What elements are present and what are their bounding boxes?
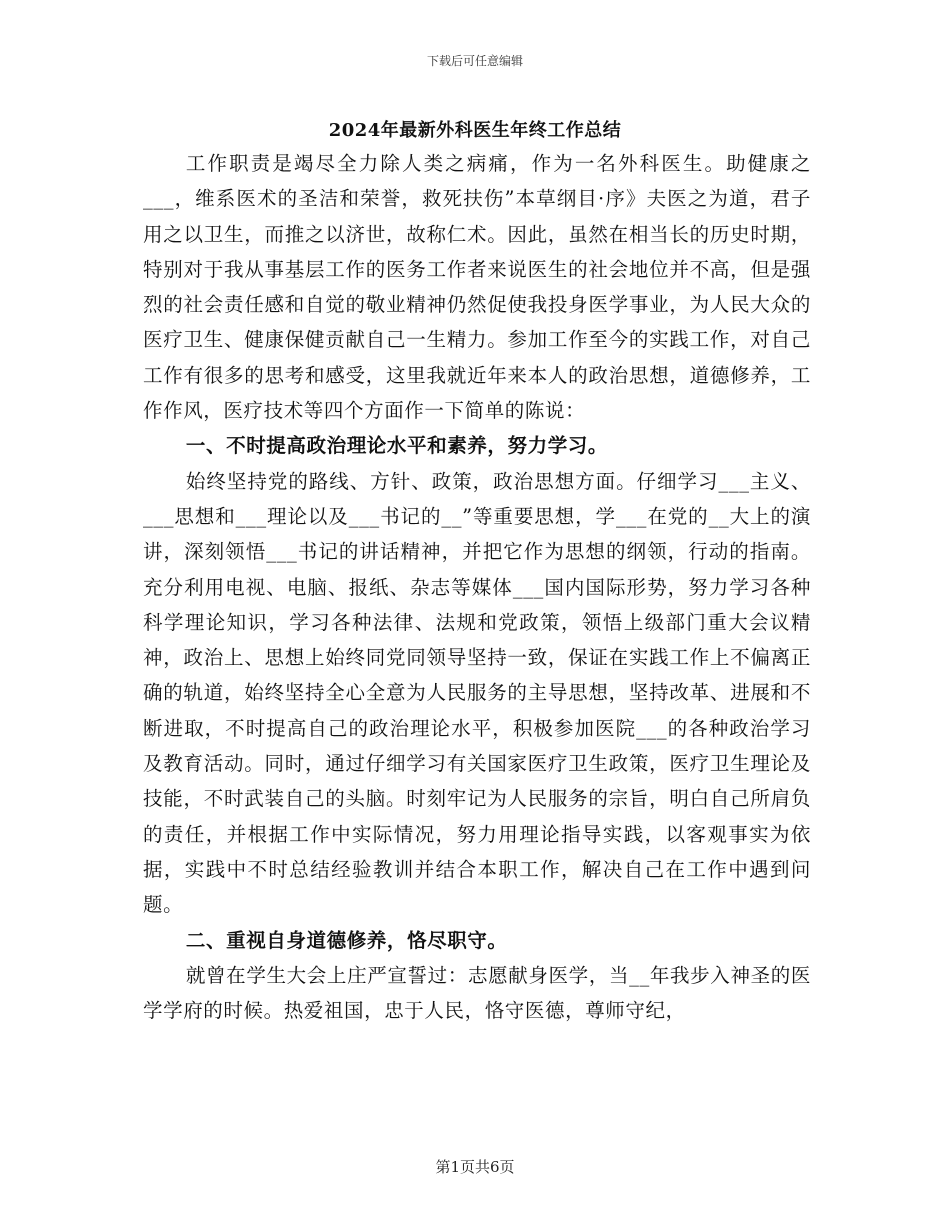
section-1-paragraph: 始终坚持党的路线、方针、政策，政治思想方面。仔细学习___主义、___思想和___理论以及___书记的__”等重要思想，学___在党的__大上的演讲，深刻领悟___书记的讲话精神，并把它作为思想的纲领，行动的指南。充分利用电视、电脑、报纸、杂志等媒体___国内国际形势，努力学习各种科学理论知识，学习各种法律、法规和党政策，领悟上级部门重大会议精神，政治上、思想上始终同党同领导坚持一致，保证在实践工作上不偏离正确的轨道，始终坚持全心全意为人民服务的主导思想，坚持改革、进展和不断进取，不时提高自己的政治理论水平，积极参加医院___的各种政治学习及教育活动。同时，通过仔细学习有关国家医疗卫生政策，医疗卫生理论及技能，不时武装自己的头脑。时刻牢记为人民服务的宗旨，明白自己所肩负的责任，并根据工作中实际情况，努力用理论指导实践，以客观事实为依据，实践中不时总结经验教训并结合本职工作，解决自己在工作中遇到问题。 [143, 469, 811, 917]
document-title: 2024年最新外科医生年终工作总结 [328, 120, 622, 141]
document-body [143, 146, 811, 1028]
section-1-heading: 一、不时提高政治理论水平和素养，努力学习。 [185, 434, 608, 458]
header-note: 下载后可任意编辑 [426, 54, 523, 68]
intro-paragraph: 工作职责是竭尽全力除人类之病痛，作为一名外科医生。助健康之___，维系医术的圣洁和荣誉，救死扶伤”本草纲目·序》夫医之为道，君子用之以卫生，而推之以济世，故称仁术。因此，虽然在相当长的历史时期，特别对于我从事基层工作的医务工作者来说医生的社会地位并不高，但是强烈的社会责任感和自觉的敬业精神仍然促使我投身医学事业，为人民大众的医疗卫生、健康保健贡献自己一生精力。参加工作至今的实践工作，对自己工作有很多的思考和感受，这里我就近年来本人的政治思想，道德修养，工作作风，医疗技术等四个方面作一下简单的陈说： [143, 152, 811, 423]
section-2-paragraph: 就曾在学生大会上庄严宣誓过：志愿献身医学，当__年我步入神圣的医学学府的时候。热爱祖国，忠于人民，恪守医德，尊师守纪， [143, 963, 811, 1023]
page-number: 第1页共6页 [435, 1158, 515, 1176]
section-2-heading: 二、重视自身道德修养，恪尽职守。 [185, 928, 508, 952]
